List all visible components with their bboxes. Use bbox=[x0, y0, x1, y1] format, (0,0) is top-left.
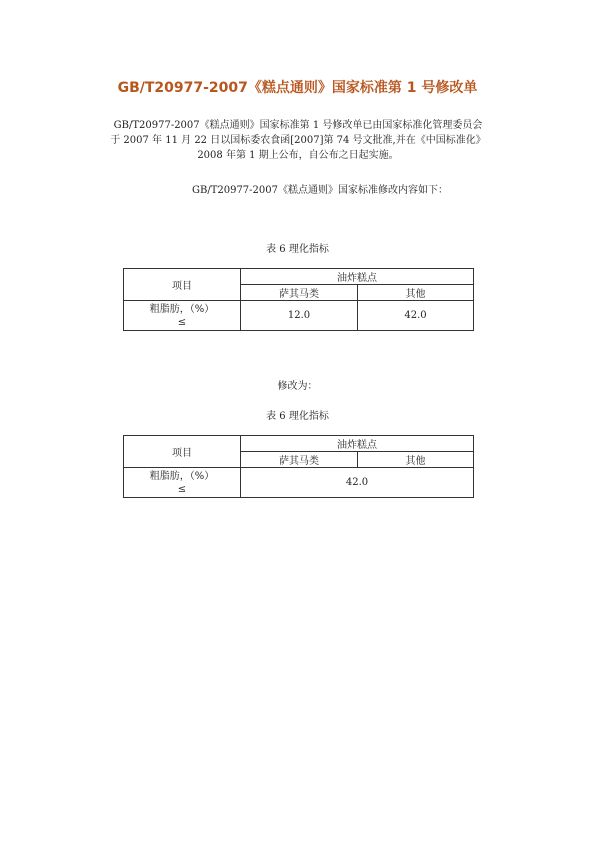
intro-paragraph bbox=[88, 118, 508, 163]
header-group: 油炸糕点 bbox=[241, 269, 474, 285]
modified-spec-table bbox=[123, 435, 474, 498]
row-label-line-2: ≤ bbox=[177, 483, 187, 495]
value-merged: 42.0 bbox=[241, 468, 474, 498]
subheader-saqima: 萨其马类 bbox=[241, 452, 358, 468]
row-label-line-1: 粗脂肪，（%） bbox=[149, 470, 215, 482]
intro-line-2: 于 2007 年 11 月 22 日以国标委农食函[2007]第 74 号文批准,并在《中国标准化》 bbox=[110, 135, 486, 146]
row-label-crude-fat bbox=[124, 301, 241, 331]
modified-label: 修改为： bbox=[277, 381, 318, 392]
table1-caption: 表 6 理化指标 bbox=[266, 244, 329, 255]
table2-caption: 表 6 理化指标 bbox=[266, 411, 329, 422]
original-spec-table bbox=[123, 268, 474, 331]
subheader-other: 其他 bbox=[358, 285, 474, 301]
modification-intro: GB/T20977-2007《糕点通则》国家标准修改内容如下： bbox=[191, 185, 448, 196]
value-saqima: 12.0 bbox=[241, 301, 358, 331]
table-row bbox=[124, 301, 474, 331]
intro-line-3: 2008 年第 1 期上公布，自公布之日起实施。 bbox=[197, 150, 399, 161]
header-item: 项目 bbox=[124, 436, 241, 468]
row-label-line-1: 粗脂肪，（%） bbox=[149, 303, 215, 315]
table-row bbox=[124, 468, 474, 498]
value-other: 42.0 bbox=[358, 301, 474, 331]
document-title: GB/T20977-2007《糕点通则》国家标准第 1 号修改单 bbox=[117, 80, 478, 96]
row-label-line-2: ≤ bbox=[177, 316, 187, 328]
table-header-row bbox=[124, 436, 474, 452]
subheader-saqima: 萨其马类 bbox=[241, 285, 358, 301]
intro-line-1: GB/T20977-2007《糕点通则》国家标准第 1 号修改单已由国家标准化管理委员会 bbox=[113, 120, 483, 131]
header-item: 项目 bbox=[124, 269, 241, 301]
subheader-other: 其他 bbox=[358, 452, 474, 468]
row-label-crude-fat bbox=[124, 468, 241, 498]
header-group: 油炸糕点 bbox=[241, 436, 474, 452]
table-header-row bbox=[124, 269, 474, 285]
